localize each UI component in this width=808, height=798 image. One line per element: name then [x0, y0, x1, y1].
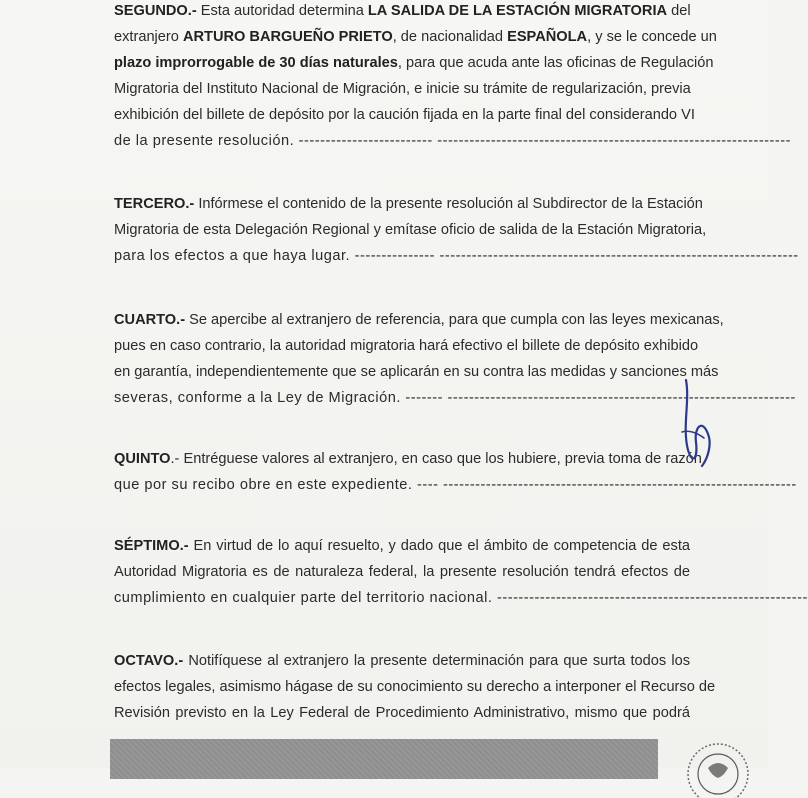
section-heading: CUARTO.- [114, 312, 186, 328]
text-run: Autoridad Migratoria es de naturaleza federal, la presente resolución tendrá efectos de [114, 564, 690, 580]
text-line [114, 359, 719, 385]
text-run: efectos legales, asimismo hágase de su conocimiento su derecho a interponer el Recurso de [114, 679, 716, 695]
text-run: , y se le concede un [587, 29, 717, 45]
bold-text: plazo improrrogable de 30 días naturales [114, 55, 398, 71]
text-line [114, 0, 690, 24]
text-run: Esta autoridad determina [196, 3, 368, 19]
paragraph-octavo [114, 648, 716, 726]
text-run: Notifíquese al extranjero la presente determinación para que surta todos los [183, 653, 690, 669]
text-run: extranjero [114, 29, 183, 45]
text-run: .- Entréguese valores al extranjero, en caso que los hubiere, previa toma de razón [170, 451, 702, 467]
text-run: Migratoria del Instituto Nacional de Migración, e inicie su trámite de regularización, previa [114, 81, 691, 97]
text-run: exhibición del billete de depósito por la caución fijada en la parte final del considerando VI [114, 107, 695, 123]
bold-text: ESPAÑOLA [507, 29, 588, 45]
text-run: que por su recibo obre en este expediente. ---- ------------------------------------------------------------------ [114, 477, 797, 493]
text-line [114, 700, 690, 726]
text-line [114, 585, 808, 611]
text-line [114, 446, 702, 472]
section-heading: QUINTO [114, 451, 171, 467]
official-seal [680, 738, 750, 798]
text-run: En virtud de lo aquí resuelto, y dado que el ámbito de competencia de esta [188, 538, 690, 554]
text-line [114, 243, 799, 269]
text-line [114, 217, 707, 243]
paragraph-cuarto [114, 307, 796, 411]
text-run: de la presente resolución. ------------------------- ------------------------------------------------------------------ [114, 133, 791, 149]
section-heading: SEGUNDO.- [114, 3, 197, 19]
text-line [114, 674, 716, 700]
text-run: Migratoria de esta Delegación Regional y emítase oficio de salida de la Estación Migratoria, [114, 222, 707, 238]
text-line [114, 191, 703, 217]
text-line [114, 24, 717, 50]
text-run: para los efectos a que haya lugar. --------------- ------------------------------------------------------------------- [114, 248, 799, 264]
text-run: del [667, 3, 691, 19]
section-heading: TERCERO.- [114, 196, 195, 212]
text-line [114, 76, 690, 102]
text-line [114, 648, 690, 674]
text-line [114, 533, 690, 559]
bold-text: ARTURO BARGUEÑO PRIETO [182, 29, 393, 45]
section-heading: OCTAVO.- [114, 653, 184, 669]
text-line [114, 333, 699, 359]
text-run: Revisión previsto en la Ley Federal de Procedimiento Administrativo, mismo que podrá [114, 705, 690, 721]
redacted-block [110, 739, 658, 779]
text-line [114, 559, 690, 585]
text-run: en garantía, independientemente que se aplicarán en su contra las medidas y sanciones más [114, 364, 719, 380]
text-line [114, 50, 714, 76]
text-line [114, 307, 724, 333]
signature-mark [668, 372, 720, 472]
text-run: , para que acuda ante las oficinas de Regulación [397, 55, 714, 71]
text-line [114, 472, 797, 498]
text-run: Infórmese el contenido de la presente resolución al Subdirector de la Estación [194, 196, 703, 212]
bold-text: LA SALIDA DE LA ESTACIÓN MIGRATORIA [367, 3, 668, 19]
paragraph-septimo [114, 533, 808, 611]
text-line [114, 385, 796, 411]
text-line [114, 102, 695, 128]
section-heading: SÉPTIMO.- [114, 538, 189, 554]
text-run: cumplimiento en cualquier parte del territorio nacional. ---------------------------------------------------------- [114, 590, 808, 606]
text-line [114, 128, 791, 154]
text-run: , de nacionalidad [392, 29, 508, 45]
paragraph-segundo [114, 0, 791, 154]
paragraph-quinto [114, 446, 797, 498]
paragraph-tercero [114, 191, 799, 269]
text-run: Se apercibe al extranjero de referencia, para que cumpla con las leyes mexicanas, [185, 312, 724, 328]
text-run: severas, conforme a la Ley de Migración. ------- ----------------------------------------------------------------- [114, 390, 796, 406]
text-run: pues en caso contrario, la autoridad migratoria hará efectivo el billete de depósito exhibido [114, 338, 699, 354]
